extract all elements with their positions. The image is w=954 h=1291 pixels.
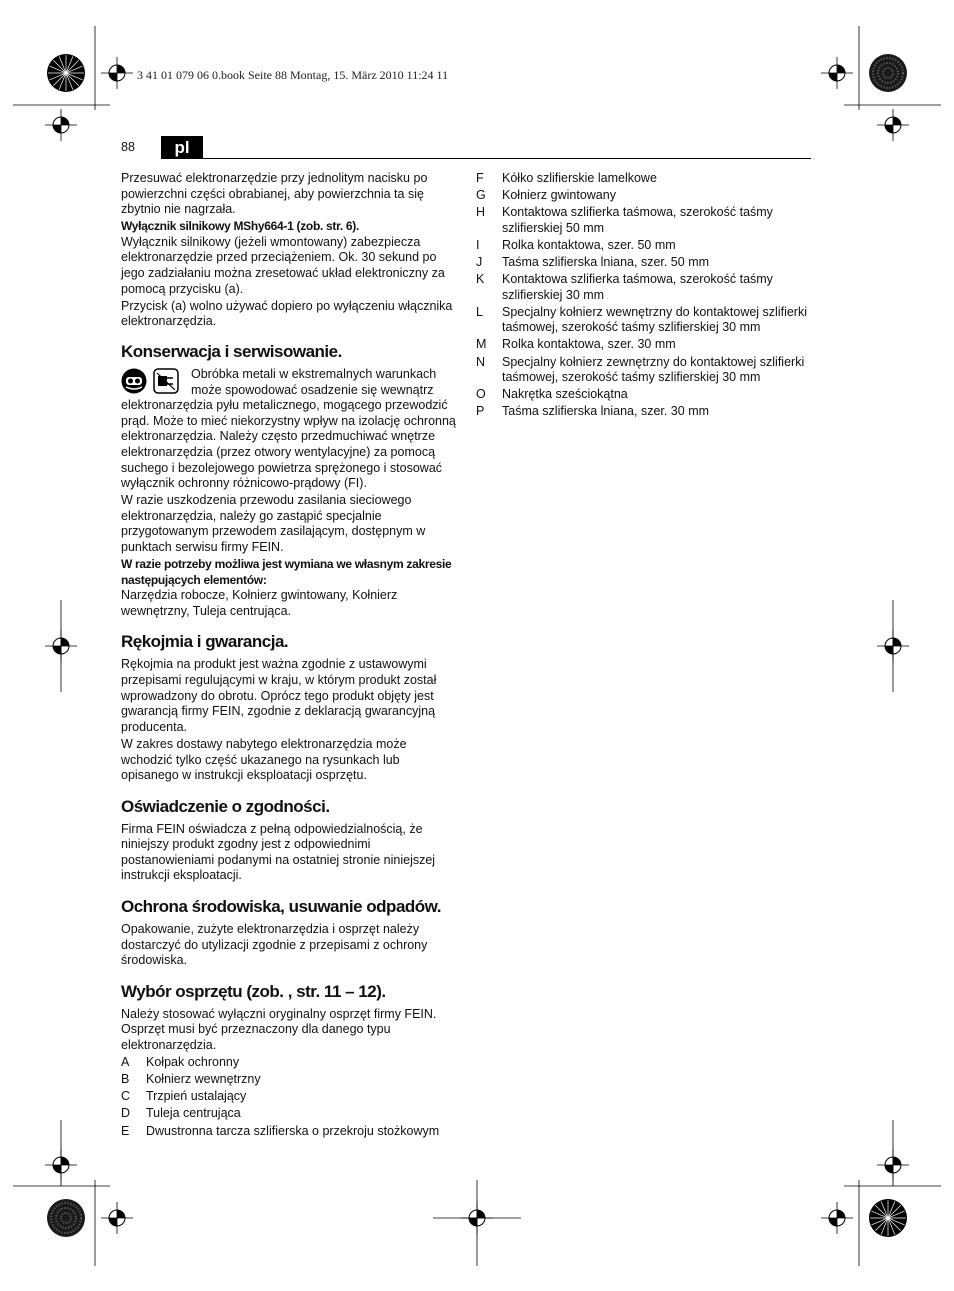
list-item-letter: J: [476, 254, 483, 269]
page-number: 88: [121, 140, 135, 154]
list-item-text: Taśma szlifierska lniana, szer. 50 mm: [502, 254, 710, 269]
motor-switch-paragraph: Wyłącznik silnikowy (jeżeli wmontowany) zabezpiecza elektronarzędzie przed przeciążeniem. Ok. 30 sekund po jego zadziałaniu można zresetować układ elektroniczny za pomocą przycisku (a).: [121, 234, 445, 296]
list-item: [476, 355, 812, 386]
list-item: [121, 1055, 457, 1071]
list-item: [121, 1089, 457, 1105]
header-rule: [203, 158, 811, 159]
list-item: [476, 387, 812, 403]
cable-paragraph: W razie uszkodzenia przewodu zasilania sieciowego elektronarzędzia, należy go zastąpić specjalnie przygotowanym przewodem zasilającym, dostępnym w punktach serwisu firmy FEIN.: [121, 493, 426, 554]
accessories-heading: Wybór osprzętu (zob. , str. 11 – 12).: [121, 981, 386, 1001]
conformity-paragraph: Firma FEIN oświadcza z pełną odpowiedzialnością, że niniejszy produkt zgodny jest z odpowiednimi postanowieniami podanymi na ostatniej stronie niniejszej instrukcji eksploatacji.: [121, 821, 436, 883]
list-item-letter: B: [121, 1072, 130, 1087]
list-item: [476, 255, 812, 271]
environment-paragraph: Opakowanie, zużyte elektronarzędzia i osprzęt należy dostarczyć do utylizacji zgodnie z przepisami z ochrony środowiska.: [121, 922, 428, 968]
list-item-text: Rolka kontaktowa, szer. 50 mm: [502, 237, 676, 252]
list-item-text: Kontaktowa szlifierka taśmowa, szerokość taśmy szlifierskiej 50 mm: [502, 205, 773, 235]
list-item-letter: I: [476, 237, 480, 252]
accessories-list-left: [121, 1055, 457, 1139]
delivery-scope-paragraph: W zakres dostawy nabytego elektronarzędzia może wchodzić tylko część ukazanego na rysunkach lub opisanego w instrukcji eksploatacji osprzętu.: [121, 736, 407, 783]
list-item-letter: L: [476, 304, 483, 319]
list-item: [476, 238, 812, 254]
list-item-letter: E: [121, 1123, 130, 1138]
list-item-letter: M: [476, 337, 487, 352]
list-item-letter: G: [476, 188, 486, 203]
accessories-list-right: [476, 171, 812, 420]
conformity-heading: Oświadczenie o zgodności.: [121, 796, 330, 816]
list-item: [121, 1124, 457, 1140]
list-item: [121, 1106, 457, 1122]
language-tab: pl: [161, 136, 203, 159]
maintenance-heading: Konserwacja i serwisowanie.: [121, 341, 342, 361]
list-item-letter: H: [476, 205, 486, 220]
accessories-paragraph: Należy stosować wyłączni oryginalny osprzęt firmy FEIN. Osprzęt musi być przeznaczony dla danego typu elektronarzędzia.: [121, 1006, 437, 1053]
environment-heading: Ochrona środowiska, usuwanie odpadów.: [121, 897, 441, 917]
list-item-text: Kołpak ochronny: [146, 1055, 240, 1070]
list-item-letter: D: [121, 1106, 131, 1121]
list-item: [476, 337, 812, 353]
list-item-text: Specjalny kołnierz wewnętrzny do kontaktowej szlifierki taśmowej, szerokość taśmy szlifierskiej 30 mm: [502, 304, 807, 335]
list-item-letter: P: [476, 404, 485, 419]
list-item-letter: C: [121, 1089, 131, 1104]
list-item: [476, 404, 812, 420]
list-item-text: Rolka kontaktowa, szer. 30 mm: [502, 337, 676, 352]
list-item-letter: K: [476, 272, 485, 287]
list-item: [476, 205, 812, 236]
left-column: [121, 171, 457, 1141]
safety-goggles-icon: [122, 368, 147, 393]
list-item: [476, 171, 812, 187]
unplug-icon: [154, 369, 178, 393]
warranty-paragraph: Rękojmia na produkt jest ważna zgodnie z ustawowymi przepisami regulującymi w kraju, w którym produkt został wprowadzony do obrotu. Oprócz tego produkt objęty jest gwarancją firmy FEIN, zgodnie z deklaracją gwarancyjną producenta.: [121, 657, 437, 734]
list-item-text: Nakrętka sześciokątna: [502, 387, 628, 402]
list-item-letter: N: [476, 354, 486, 369]
motor-switch-heading: Wyłącznik silnikowy MShy664-1 (zob. str. 6).: [121, 219, 359, 234]
list-item-text: Kółko szlifierskie lamelkowe: [502, 171, 657, 185]
list-item-text: Specjalny kołnierz zewnętrzny do kontaktowej szlifierki taśmowej, szerokość taśmy szlifierskiej 30 mm: [502, 354, 805, 385]
safety-icons: [121, 367, 185, 397]
list-item-text: Trzpień ustalający: [146, 1089, 247, 1104]
list-item-letter: O: [476, 387, 486, 402]
intro-paragraph: Przesuwać elektronarzędzie przy jednolitym nacisku po powierzchni części obrabianej, aby powierzchnia ta się zbytnio nie nagrzała.: [121, 171, 428, 217]
list-item-text: Tuleja centrująca: [146, 1106, 241, 1121]
list-item-text: Kontaktowa szlifierka taśmowa, szerokość taśmy szlifierskiej 30 mm: [502, 272, 773, 302]
replaceable-parts-paragraph: Narzędzia robocze, Kołnierz gwintowany, Kołnierz wewnętrzny, Tuleja centrująca.: [121, 588, 398, 618]
list-item-text: Kołnierz wewnętrzny: [146, 1072, 261, 1087]
list-item-text: Dwustronna tarcza szlifierska o przekroju stożkowym: [146, 1123, 440, 1138]
list-item: [476, 305, 812, 336]
list-item: [476, 272, 812, 303]
list-item-text: Taśma szlifierska lniana, szer. 30 mm: [502, 404, 710, 419]
list-item-text: Kołnierz gwintowany: [502, 188, 616, 203]
right-column: [476, 171, 812, 421]
maintenance-paragraph: Obróbka metali w ekstremalnych warunkach może spowodować osadzenie się wewnątrz elektronarzędzia pyłu metalicznego, mogącego przewodzić prąd. Może to mieć niekorzystny wpływ na izolację ochronną elektronarzędzia. Należy często przedmuchiwać wnętrze elektronarzędzia (przez otwory wentylacyjne) za pomocą suchego i bezolejowego powietrza sprężonego i stosować wyłącznik ochronny różnicowo-prądowy (FI).: [121, 366, 456, 491]
book-info-line: 3 41 01 079 06 0.book Seite 88 Montag, 15. März 2010 11:24 11: [137, 68, 449, 82]
motor-switch-note: Przycisk (a) wolno używać dopiero po wyłączeniu włącznika elektronarzędzia.: [121, 298, 453, 329]
list-item-letter: F: [476, 171, 484, 185]
list-item: [121, 1072, 457, 1088]
list-item-letter: A: [121, 1055, 130, 1070]
replaceable-parts-heading: W razie potrzeby możliwa jest wymiana we własnym zakresie następujących elementów:: [121, 557, 452, 587]
list-item: [476, 188, 812, 204]
warranty-heading: Rękojmia i gwarancja.: [121, 632, 289, 652]
